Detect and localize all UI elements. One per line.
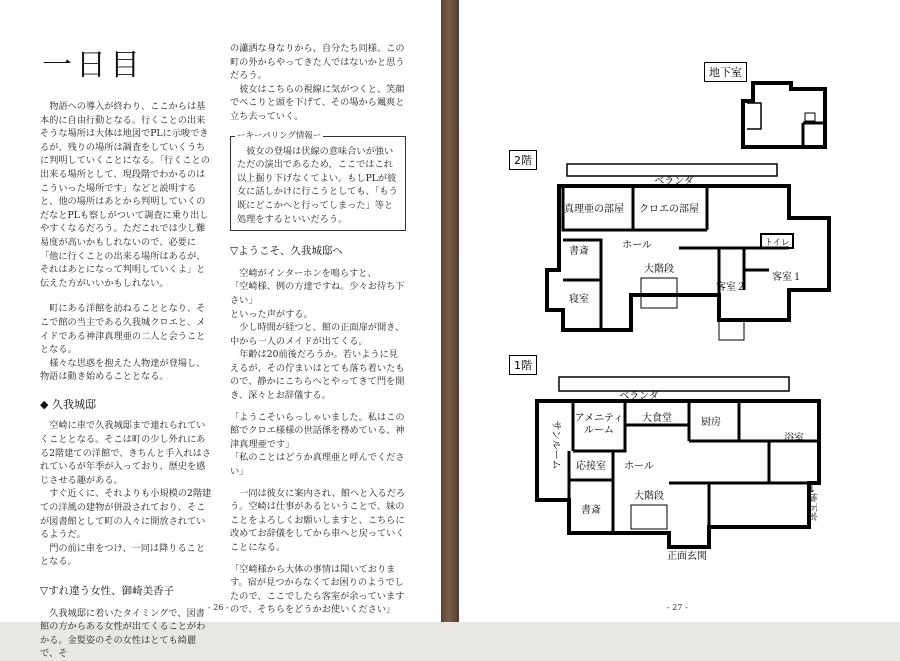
box-title: ーキーパリング情報ー [235, 130, 323, 144]
subsection-heading: ▽ようこそ、久我城邸へ [230, 245, 343, 258]
basement-label: 地下室 [704, 62, 747, 82]
room-reception: 応接室 [576, 461, 606, 472]
room-study-2f: 書斎 [569, 246, 589, 257]
left-column-1 [40, 100, 212, 661]
right-page [459, 0, 900, 622]
floor2-label: 2階 [509, 150, 537, 170]
room-study-1f: 書斎 [581, 505, 601, 516]
room-hall-2f: ホール [622, 240, 652, 251]
paragraph: 門の前に車をつけ、一同は降りることとなる。 [40, 542, 206, 568]
quote: 「私のことはどうか真理亜と呼んでください」 [230, 452, 405, 478]
paragraph: 空崎に車で久我城邸まで連れられていくこととなる。そこは町の少し外れにある2階建ての洋館で、きちんと手入れはされているが年季が入っており、歴史を感じさせる趣がある。 [40, 420, 212, 486]
room-maria-room: 真理亜の部屋 [564, 204, 624, 215]
room-bath: 浴室 [784, 433, 804, 444]
floor2-map [529, 160, 859, 350]
floor1-label: 1階 [509, 355, 537, 375]
box-text: 彼女の登場は伏線の意味合いが強いただの演出であるため、ここではこれ以上掘り下げなくてよい。もしPLが彼女に話しかけに行こうとしても、「もう既にどこかへと行ってしまった」等と処理をするといいだろう。 [237, 145, 398, 225]
room-stairs-2f: 大階段 [644, 264, 674, 275]
room-dining: 大食堂 [642, 413, 672, 424]
room-toilet: トイレ [764, 238, 790, 248]
paragraph: 一同は彼女に案内され、館へと入るだろう。空崎は仕事があるということで、妹のことをよろしくお願いしますと、こちらに改めてお辞儀をしてから車へと戻っていくことになる。 [230, 487, 406, 553]
room-amenity: アメニティ [574, 413, 624, 424]
paragraph: 少し時間が経つと、館の正面扉が開き、中から一人のメイドが出てくる。 [230, 322, 405, 347]
paragraph: 年齢は20前後だろうか。若いように見えるが、その佇まいはとても落ち着いたもので、静かにこちらへとやってきて門を開き、深々とお辞儀する。 [230, 349, 405, 402]
left-page [0, 0, 441, 660]
room-veranda-1f: ベランダ [619, 391, 659, 402]
to-basement-label: →地下室 [806, 484, 817, 522]
section-heading: ◆ 久我城邸 [40, 397, 96, 411]
left-column-2 [230, 42, 406, 617]
keeper-info-box [230, 130, 406, 232]
room-guest1: 客室１ [772, 272, 802, 283]
book-spine [441, 0, 459, 622]
page-number: - 26 - [208, 603, 229, 612]
quote: 「ようこそいらっしゃいました。私はこの館でクロエ様様の世話係を務めている、神津真理亜です」 [230, 411, 405, 450]
room-hall-1f: ホール [624, 461, 654, 472]
subsection-heading: ▽すれ違う女性、御崎美香子 [40, 585, 175, 597]
page-number: - 27 - [667, 603, 688, 612]
room-veranda-2f: ベランダ [654, 176, 694, 187]
room-bedroom: 寝室 [569, 294, 589, 305]
room-chloe-room: クロエの部屋 [639, 204, 699, 215]
floor1-map [509, 365, 879, 565]
room-amenity-2: ルーム [584, 425, 614, 436]
paragraph: 町にある洋館を訪ねることとなり、そこで館の当主である久我城クロエと、メイドである神津真理亜の二人と会うこととなる。 [40, 303, 206, 356]
room-guest2: 客室２ [716, 282, 746, 293]
room-stairs-1f: 大階段 [634, 491, 664, 502]
paragraph: 様々な思惑を抱えた人物達が登場し、物語は動き始めることとなる。 [40, 357, 206, 383]
room-entrance: 正面玄関 [667, 551, 707, 562]
quote: 「空崎様から大体の事情は聞いております。宿が見つからなくてお困りのようでしたので、ここでしたら客室が余っていますので、そちらをどうかお使いください」 [230, 563, 405, 616]
paragraph: の瀟洒な身なりから、自分たち同様、この町の外からやってきた人ではないかと思うだろう。 [230, 43, 405, 82]
quote: 「空崎様、例の方達ですね。少々お待ち下さい」 [230, 281, 405, 306]
paragraph: 久我城邸に着いたタイミングで、図書館の方からある女性が出てくることがわかる。金髪姿のその女性はとても綺麗で、そ [40, 607, 206, 660]
paragraph: 空崎がインターホンを鳴らすと、 [239, 267, 377, 279]
room-kitchen: 厨房 [701, 417, 721, 428]
paragraph: 彼女はこちらの視線に気がつくと、笑顔でぺこりと頭を下げて、その場から颯爽と立ち去っていく。 [230, 83, 405, 122]
paragraph: といった声がする。 [230, 308, 313, 320]
paragraph: すぐ近くに、それよりも小規模の2階建ての洋風の建物が併設されており、そこが図書館として町の人々に開放されているようだ。 [40, 488, 212, 541]
page-title: 一日目 [42, 48, 144, 83]
basement-map [739, 75, 849, 155]
room-sunroom: サンルーム [550, 420, 561, 470]
paragraph: 物語への導入が終わり、ここからは基本的に自由行動となる。行くことの出来そうな場所は大体は地図でPLに示唆できるが、残りの場所は調査をしていくうちに判明していくことになる。「行くことの出来る場所として、現段階でわかるのはこういった場所です」などと説明すると、他の場所はあとから判明していくのだなとPLも察しがついて調査に乗り出しやすくなるだろう。ただこれでは少し難易度が高いかもしれないので、必要に「他に行くことの出来る場所はあるが、それはあとになって判明していくよ」と伝えた方がいいかもしれない。 [40, 101, 210, 289]
